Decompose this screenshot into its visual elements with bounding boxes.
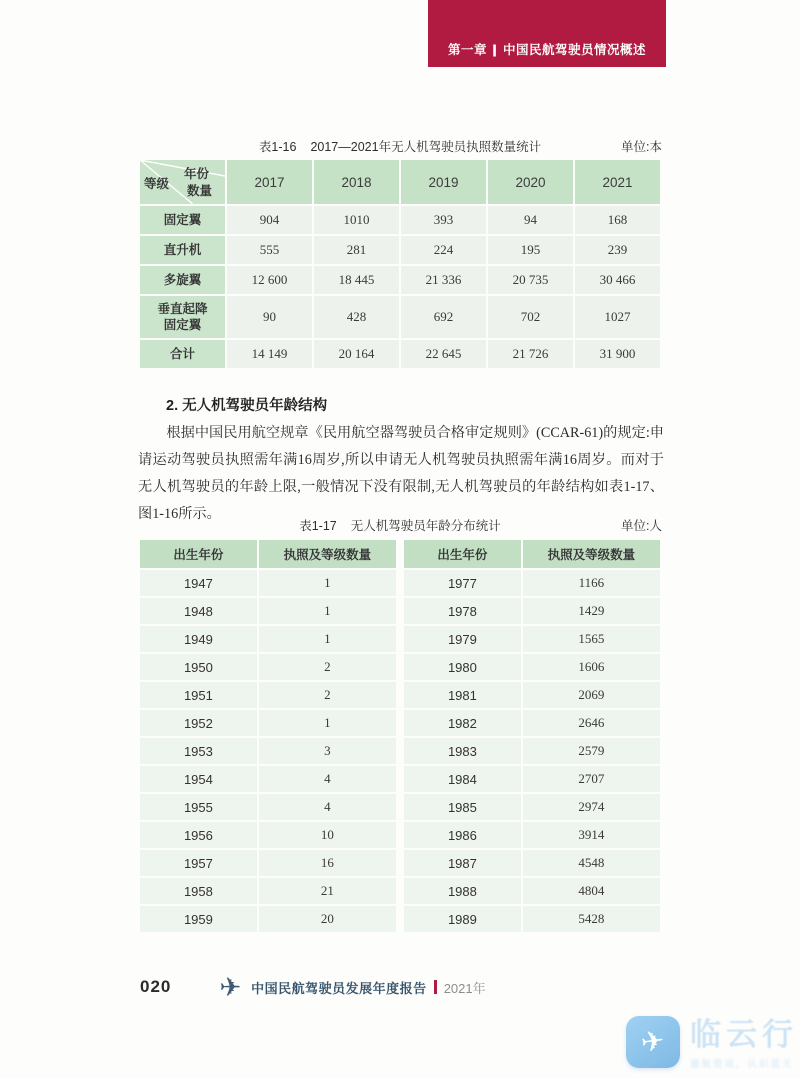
birth-year-cell: 1949 [140, 626, 257, 652]
table16-cell: 30 466 [575, 266, 660, 294]
watermark-app-icon [626, 1016, 680, 1068]
license-count-cell: 4804 [523, 878, 660, 904]
table17-data-row [140, 766, 396, 792]
license-count-cell: 2974 [523, 794, 660, 820]
license-count-cell: 1 [259, 710, 396, 736]
table16-cell: 22 645 [401, 340, 486, 368]
table16-cell: 904 [227, 206, 312, 234]
table16-cell: 224 [401, 236, 486, 264]
table17-caption-text: 无人机驾驶员年龄分布统计 [350, 519, 501, 533]
license-count-cell: 10 [259, 822, 396, 848]
birth-year-cell: 1986 [404, 822, 521, 848]
table17-right-half [402, 538, 662, 934]
table17-col-header: 出生年份 [140, 540, 257, 568]
table16-cell: 21 726 [488, 340, 573, 368]
watermark-text-block [690, 1016, 798, 1070]
table16-cell: 281 [314, 236, 399, 264]
birth-year-cell: 1957 [140, 850, 257, 876]
birth-year-cell: 1948 [140, 598, 257, 624]
table17-col-header: 执照及等级数量 [523, 540, 660, 568]
license-count-cell: 21 [259, 878, 396, 904]
table17-col-header: 执照及等级数量 [259, 540, 396, 568]
table16-row-label: 固定翼 [140, 206, 225, 234]
birth-year-cell: 1977 [404, 570, 521, 596]
birth-year-cell: 1952 [140, 710, 257, 736]
table16-cell: 168 [575, 206, 660, 234]
table16-cell: 94 [488, 206, 573, 234]
table17-data-row [404, 738, 660, 764]
birth-year-cell: 1984 [404, 766, 521, 792]
birth-year-cell: 1979 [404, 626, 521, 652]
table16-cell: 14 149 [227, 340, 312, 368]
table17-data-row [404, 682, 660, 708]
birth-year-cell: 1953 [140, 738, 257, 764]
chapter-label: 第一章 [447, 43, 487, 57]
table17-data-row [140, 570, 396, 596]
birth-year-cell: 1950 [140, 654, 257, 680]
birth-year-cell: 1985 [404, 794, 521, 820]
birth-year-cell: 1980 [404, 654, 521, 680]
table16-cell: 20 735 [488, 266, 573, 294]
corner-label-year: 年份 [183, 167, 209, 181]
table17-data-row [140, 794, 396, 820]
table16-unit: 单位:本 [621, 140, 662, 154]
watermark-tagline: 通航资讯，认识蓝天 [690, 1059, 794, 1070]
corner-label-quantity: 数量 [186, 184, 212, 198]
license-count-cell: 1565 [523, 626, 660, 652]
table17-data-row [404, 654, 660, 680]
page-number: 020 [140, 977, 172, 996]
table16-corner-cell [140, 160, 225, 204]
table16-year-header: 2021 [575, 160, 660, 204]
table17-data-row [404, 822, 660, 848]
footer-red-divider [434, 980, 437, 994]
chapter-divider: | [491, 43, 499, 57]
table17-data-row [140, 738, 396, 764]
table16-cell: 20 164 [314, 340, 399, 368]
license-count-cell: 3 [259, 738, 396, 764]
table16-cell: 692 [401, 296, 486, 338]
license-count-cell: 2 [259, 654, 396, 680]
table17-data-row [404, 878, 660, 904]
chapter-title: 中国民航驾驶员情况概述 [503, 43, 647, 57]
table17-caption [138, 516, 662, 534]
chapter-header-text [448, 40, 646, 58]
table17-data-row [140, 682, 396, 708]
license-count-cell: 2579 [523, 738, 660, 764]
birth-year-cell: 1959 [140, 906, 257, 932]
birth-year-cell: 1958 [140, 878, 257, 904]
license-count-cell: 16 [259, 850, 396, 876]
table16-year-header: 2020 [488, 160, 573, 204]
table16-caption-label: 表1-16 [258, 140, 297, 154]
table16-data-row [140, 340, 660, 368]
table17-data-row [404, 598, 660, 624]
table17-header-row [140, 540, 396, 568]
table16-cell: 90 [227, 296, 312, 338]
table16 [138, 158, 662, 370]
table16-row-label: 合计 [140, 340, 225, 368]
chapter-header-bar [428, 0, 666, 67]
table16-caption [138, 137, 662, 155]
site-watermark [626, 1016, 798, 1070]
birth-year-cell: 1978 [404, 598, 521, 624]
table16-year-header: 2019 [401, 160, 486, 204]
table16-data-row [140, 236, 660, 264]
license-count-cell: 1 [259, 598, 396, 624]
table17-data-row [140, 710, 396, 736]
table16-row-label: 直升机 [140, 236, 225, 264]
table16-data-row [140, 206, 660, 234]
table16-header-row [140, 160, 660, 204]
license-count-cell: 2707 [523, 766, 660, 792]
license-count-cell: 20 [259, 906, 396, 932]
license-count-cell: 1 [259, 570, 396, 596]
table16-row-label: 垂直起降 固定翼 [140, 296, 225, 338]
table16-cell: 21 336 [401, 266, 486, 294]
table17-data-row [404, 794, 660, 820]
license-count-cell: 4548 [523, 850, 660, 876]
license-count-cell: 4 [259, 766, 396, 792]
birth-year-cell: 1956 [140, 822, 257, 848]
table17-data-row [140, 626, 396, 652]
birth-year-cell: 1983 [404, 738, 521, 764]
license-count-cell: 1166 [523, 570, 660, 596]
license-count-cell: 1606 [523, 654, 660, 680]
table17-caption-label: 表1-17 [299, 519, 337, 533]
birth-year-cell: 1989 [404, 906, 521, 932]
table16-data-row [140, 296, 660, 338]
license-count-cell: 1 [259, 626, 396, 652]
birth-year-cell: 1954 [140, 766, 257, 792]
section-heading: 2. 无人机驾驶员年龄结构 [166, 398, 328, 414]
table16-cell: 1010 [314, 206, 399, 234]
birth-year-cell: 1982 [404, 710, 521, 736]
license-count-cell: 3914 [523, 822, 660, 848]
table16-cell: 428 [314, 296, 399, 338]
airplane-icon: ✈ [219, 972, 242, 1002]
table17-data-row [140, 822, 396, 848]
birth-year-cell: 1981 [404, 682, 521, 708]
birth-year-cell: 1951 [140, 682, 257, 708]
paper-plane-icon: ✈ [639, 1024, 667, 1059]
birth-year-cell: 1955 [140, 794, 257, 820]
license-count-cell: 2 [259, 682, 396, 708]
table16-cell: 18 445 [314, 266, 399, 294]
birth-year-cell: 1947 [140, 570, 257, 596]
license-count-cell: 5428 [523, 906, 660, 932]
page-footer [140, 974, 486, 1000]
table17-data-row [140, 654, 396, 680]
table17-data-row [404, 906, 660, 932]
table17-header-row [404, 540, 660, 568]
table16-cell: 195 [488, 236, 573, 264]
table16-cell: 12 600 [227, 266, 312, 294]
table17-data-row [404, 626, 660, 652]
table16-year-header: 2018 [314, 160, 399, 204]
license-count-cell: 2646 [523, 710, 660, 736]
table17-data-row [404, 850, 660, 876]
table17-unit: 单位:人 [621, 519, 662, 533]
corner-label-grade: 等级 [144, 177, 170, 191]
birth-year-cell: 1987 [404, 850, 521, 876]
table16-cell: 393 [401, 206, 486, 234]
table16-cell: 1027 [575, 296, 660, 338]
table16-cell: 31 900 [575, 340, 660, 368]
watermark-brand: 临云行 [690, 1016, 798, 1052]
table16-data-row [140, 266, 660, 294]
table17-data-row [404, 710, 660, 736]
table16-row-label: 多旋翼 [140, 266, 225, 294]
table17-data-row [140, 598, 396, 624]
table17-data-row [404, 766, 660, 792]
license-count-cell: 2069 [523, 682, 660, 708]
table16-year-header: 2017 [227, 160, 312, 204]
table16-cell: 702 [488, 296, 573, 338]
table17-data-row [140, 906, 396, 932]
table17-data-row [404, 570, 660, 596]
license-count-cell: 4 [259, 794, 396, 820]
report-title: 中国民航驾驶员发展年度报告 [251, 980, 427, 996]
license-count-cell: 1429 [523, 598, 660, 624]
table17-left-half [138, 538, 398, 934]
table16-cell: 555 [227, 236, 312, 264]
body-paragraph: 根据中国民用航空规章《民用航空器驾驶员合格审定规则》(CCAR-61)的规定:申请运动驾驶员执照需年满16周岁,所以申请无人机驾驶员执照需年满16周岁。而对于无人机驾驶员的年龄上限,一般情况下没有限制,无人机驾驶员的年龄结构如表1-17、图1-16所示。 [138, 425, 664, 522]
table17-data-row [140, 878, 396, 904]
table17 [138, 538, 662, 934]
table16-caption-text: 2017—2021年无人机驾驶员执照数量统计 [310, 140, 542, 154]
birth-year-cell: 1988 [404, 878, 521, 904]
table17-col-header: 出生年份 [404, 540, 521, 568]
report-year: 2021年 [443, 980, 486, 996]
table17-data-row [140, 850, 396, 876]
table16-cell: 239 [575, 236, 660, 264]
